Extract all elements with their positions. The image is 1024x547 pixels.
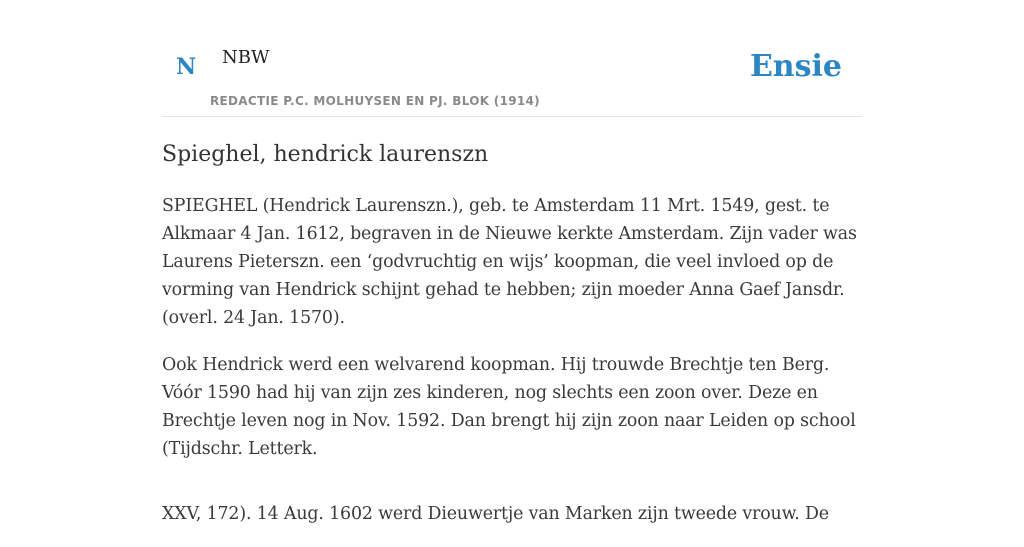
article-paragraph: XXV, 172). 14 Aug. 1602 werd Dieuwertje van Marken zijn tweede vrouw. De — [162, 504, 829, 524]
page-title: Spieghel, hendrick laurenszn — [162, 142, 489, 167]
article-body — [162, 192, 862, 547]
page — [162, 0, 862, 524]
article-paragraph: SPIEGHEL (Hendrick Laurenszn.), geb. te Amsterdam 11 Mrt. 1549, gest. te Alkmaar 4 Jan. 1612, begraven in de Nieuwe kerkte Amsterdam. Zijn vader was Laurens Pieterszn. een ‘godvruchtig en wijs’ koopman, die veel invloed op de vorming van Hendrick schijnt gehad te hebben; zijn moeder Anna Gaef Jansdr. (overl. 24 Jan. 1570). — [162, 196, 857, 328]
source-subtitle: REDACTIE P.C. MOLHUYSEN EN PJ. BLOK (1914) — [210, 94, 540, 108]
header — [162, 0, 862, 117]
article-paragraph: Ook Hendrick werd een welvarend koopman. Hij trouwde Brechtje ten Berg. Vóór 1590 had hij van zijn zes kinderen, nog slechts een zoon over. Deze en Brechtje leven nog in Nov. 1592. Dan brengt hij zijn zoon naar Leiden op school (Tijdschr. Letterk. — [162, 355, 856, 459]
source-name[interactable]: NBW — [222, 47, 270, 68]
brand-logo[interactable]: Ensie — [749, 49, 842, 84]
source-logo[interactable]: N — [176, 54, 197, 80]
